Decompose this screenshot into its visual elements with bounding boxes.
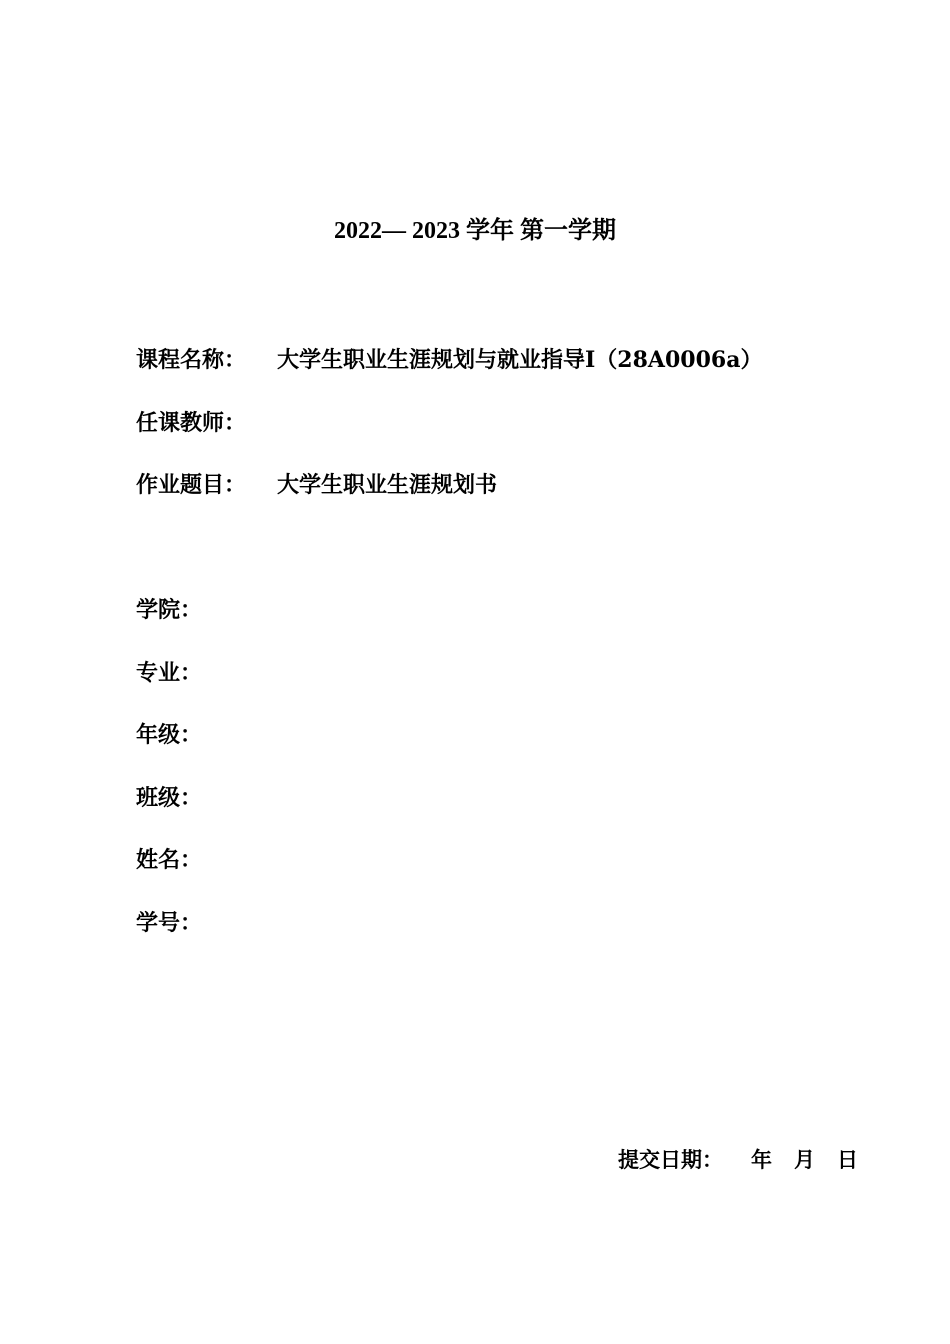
student-id-row bbox=[136, 907, 202, 939]
college-label: 学院： bbox=[136, 597, 203, 623]
month-label: 月 bbox=[794, 1147, 815, 1172]
submit-date bbox=[618, 1145, 858, 1175]
college-row bbox=[136, 594, 202, 626]
day-label: 日 bbox=[837, 1147, 858, 1172]
major-label: 专业： bbox=[136, 660, 203, 686]
course-label: 课程名称： bbox=[136, 347, 247, 373]
topic-value: 大学生职业生涯规划书 bbox=[277, 472, 498, 498]
student-id-label: 学号： bbox=[136, 910, 203, 936]
class-row bbox=[136, 782, 202, 814]
major-row bbox=[136, 657, 202, 689]
year-label: 年 bbox=[751, 1147, 772, 1172]
class-label: 班级： bbox=[136, 785, 203, 811]
course-value: 大学生职业生涯规划与就业指导Ⅰ（28A0006a） bbox=[277, 347, 763, 373]
teacher-label: 任课教师： bbox=[136, 410, 247, 436]
grade-row bbox=[136, 719, 202, 751]
topic-row bbox=[136, 469, 497, 501]
topic-label: 作业题目： bbox=[136, 472, 247, 498]
name-row bbox=[136, 844, 202, 876]
grade-label: 年级： bbox=[136, 722, 203, 748]
name-label: 姓名： bbox=[136, 847, 203, 873]
course-row bbox=[136, 344, 762, 376]
teacher-row bbox=[136, 407, 277, 439]
submit-date-label: 提交日期： bbox=[618, 1147, 723, 1172]
term-title: 2022— 2023 学年 第一学期 bbox=[334, 218, 616, 244]
